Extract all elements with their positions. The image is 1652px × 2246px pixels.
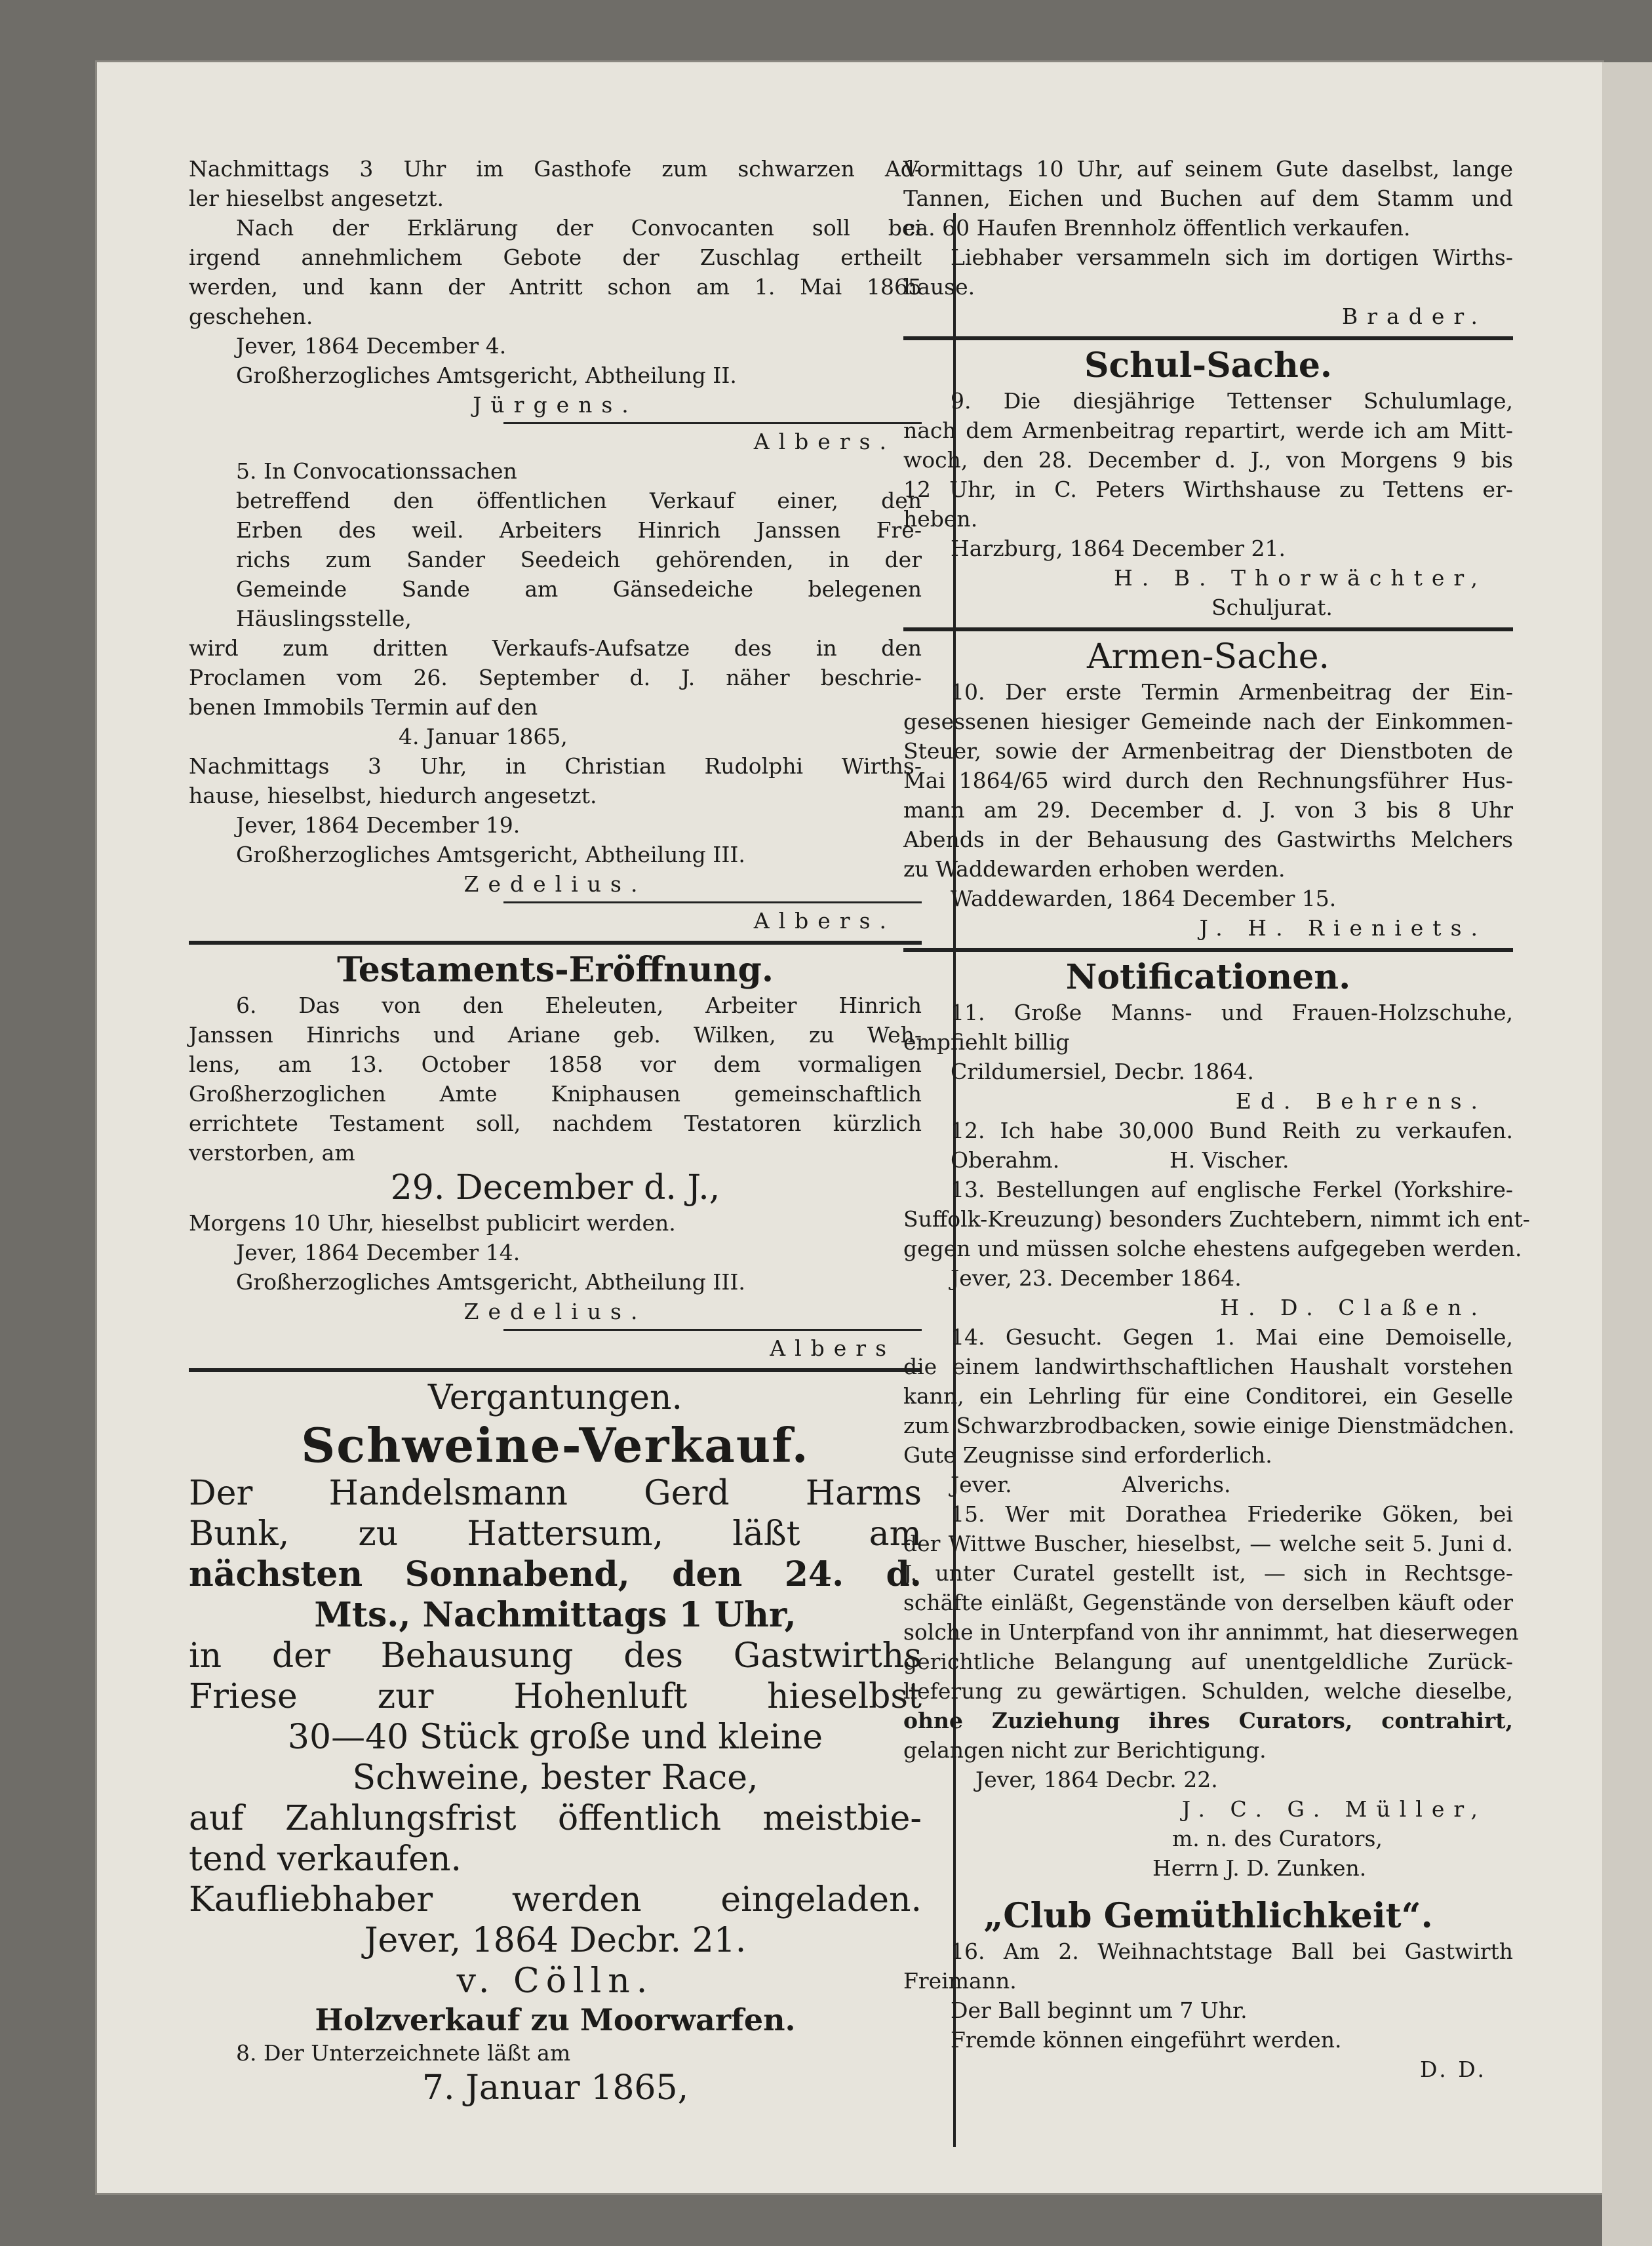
text-line: hause. xyxy=(903,274,975,300)
text-line: woch, den 28. December d. J., von Morgens 9 bis xyxy=(903,447,1513,473)
text-line: benen Immobils Termin auf den xyxy=(189,694,538,720)
signature: H. D. Claßen. xyxy=(1220,1295,1487,1320)
text-line: Gute Zeugnisse sind erforderlich. xyxy=(903,1442,1272,1468)
sale-date: 7. Januar 1865, xyxy=(422,2068,689,2108)
ad-line: Der Handelsmann Gerd Harms xyxy=(189,1474,922,1513)
text-line: 9. Die diesjährige Tettenser Schulumlage, xyxy=(951,388,1513,414)
text-line: hause, hieselbst, hiedurch angesetzt. xyxy=(189,783,597,808)
text-line: gesessenen hiesiger Gemeinde nach der Einkommen- xyxy=(903,709,1513,734)
text-line: lens, am 13. October 1858 vor dem vormaligen xyxy=(189,1052,922,1077)
text-line: zum Schwarzbrodbacken, sowie einige Dienstmädchen. xyxy=(903,1413,1515,1438)
text-line: Abends in der Behausung des Gastwirths Melchers xyxy=(903,827,1513,852)
text-line: Jever, 23. December 1864. xyxy=(951,1265,1242,1291)
text-line: Suffolk-Kreuzung) besonders Zuchtebern, nimmt ich ent- xyxy=(903,1206,1530,1232)
section-rule xyxy=(503,901,922,903)
text-line: 12. Ich habe 30,000 Bund Reith zu verkaufen. xyxy=(951,1118,1513,1143)
text-line: Proclamen vom 26. September d. J. näher beschrie- xyxy=(189,665,922,690)
text-line: Jever, 1864 December 19. xyxy=(236,812,521,838)
text-line: empfiehlt billig xyxy=(903,1029,1070,1055)
section-heading: Holzverkauf zu Moorwarfen. xyxy=(315,2002,796,2038)
signature: Ed. Behrens. xyxy=(1235,1088,1487,1114)
text-line: ca. 60 Haufen Brennholz öffentlich verkaufen. xyxy=(903,215,1411,241)
text-line: betreffend den öffentlichen Verkauf einer, den xyxy=(236,488,922,513)
text-line: Häuslingsstelle, xyxy=(236,606,412,631)
text-line: verstorben, am xyxy=(189,1140,355,1166)
ad-line: Kaufliebhaber werden eingeladen. xyxy=(189,1880,922,1920)
text-line: Jever. Alverichs. xyxy=(951,1472,1231,1497)
text-line: ler hieselbst angesetzt. xyxy=(189,186,444,211)
ad-signature: v. Cölln. xyxy=(456,1961,654,2001)
section-heading: Schul-Sache. xyxy=(1084,345,1333,385)
newspaper-page xyxy=(97,62,1602,2193)
section-heading: Armen-Sache. xyxy=(1086,637,1330,677)
text-line: Morgens 10 Uhr, hieselbst publicirt werden. xyxy=(189,1210,676,1236)
ad-line: in der Behausung des Gastwirths xyxy=(189,1636,922,1676)
section-heading: Notificationen. xyxy=(1065,957,1351,997)
signature: J. C. G. Müller, xyxy=(1181,1796,1487,1822)
text-line: 13. Bestellungen auf englische Ferkel (Yorkshire- xyxy=(951,1177,1513,1202)
signature: Zedelius. xyxy=(463,871,647,897)
section-heading: „Club Gemüthlichkeit“. xyxy=(983,1896,1433,1936)
ad-line: tend verkaufen. xyxy=(189,1840,462,1879)
ad-line: 30—40 Stück große und kleine xyxy=(287,1718,823,1757)
text-line: Nachmittags 3 Uhr im Gasthofe zum schwarzen Ad- xyxy=(189,156,922,182)
signature: Brader. xyxy=(1342,304,1487,329)
text-line: errichtete Testament soll, nachdem Testatoren kürzlich xyxy=(189,1111,922,1136)
text-line: schäfte einläßt, Gegenstände von derselben käuft oder xyxy=(903,1590,1513,1615)
text-line: 12 Uhr, in C. Peters Wirthshause zu Tettens er- xyxy=(903,477,1513,502)
text-line: J. unter Curatel gestellt ist, — sich in Rechtsge- xyxy=(903,1560,1513,1586)
text-line: richs zum Sander Seedeich gehörenden, in der xyxy=(236,547,922,572)
ad-line: Jever, 1864 Decbr. 21. xyxy=(364,1921,747,1960)
text-line: Großherzogliches Amtsgericht, Abtheilung II. xyxy=(236,363,737,388)
ad-line: nächsten Sonnabend, den 24. d. xyxy=(189,1554,922,1594)
ad-line: auf Zahlungsfrist öffentlich meistbie- xyxy=(189,1799,922,1838)
text-line: Vormittags 10 Uhr, auf seinem Gute daselbst, lange xyxy=(903,156,1513,182)
ad-headline: Schweine-Verkauf. xyxy=(301,1417,810,1473)
text-line: zu Waddewarden erhoben werden. xyxy=(903,856,1286,882)
text-line: 6. Das von den Eheleuten, Arbeiter Hinrich xyxy=(236,993,922,1018)
text-line: 11. Große Manns- und Frauen-Holzschuhe, xyxy=(951,1000,1513,1025)
text-line: Großherzogliches Amtsgericht, Abtheilung III. xyxy=(236,842,745,867)
text-line: solche in Unterpfand von ihr annimmt, hat dieserwegen xyxy=(903,1619,1519,1645)
text-line: Waddewarden, 1864 December 15. xyxy=(951,886,1337,911)
text-line: der Wittwe Buscher, hieselbst, — welche seit 5. Juni d. xyxy=(903,1531,1513,1556)
text-line: Gemeinde Sande am Gänsedeiche belegenen xyxy=(236,576,922,602)
text-line: Liebhaber versammeln sich im dortigen Wirths- xyxy=(951,245,1513,270)
section-heading: Testaments-Eröffnung. xyxy=(337,950,774,990)
ad-line: Friese zur Hohenluft hieselbst xyxy=(189,1677,922,1716)
text-line: heben. xyxy=(903,506,978,532)
text-line: Janssen Hinrichs und Ariane geb. Wilken, zu Weh- xyxy=(189,1022,922,1048)
section-rule xyxy=(903,336,1513,340)
text-line: 14. Gesucht. Gegen 1. Mai eine Demoiselle, xyxy=(951,1324,1513,1350)
ad-line: Mts., Nachmittags 1 Uhr, xyxy=(314,1595,796,1635)
left-column xyxy=(189,154,922,2108)
signature: Jürgens. xyxy=(473,392,638,418)
section-rule xyxy=(903,948,1513,952)
signature: J. H. Rieniets. xyxy=(1199,915,1487,941)
text-line: gelangen nicht zur Berichtigung. xyxy=(903,1737,1267,1763)
section-rule xyxy=(189,941,922,945)
text-line: Mai 1864/65 wird durch den Rechnungsführer Hus- xyxy=(903,768,1513,793)
text-line: Jever, 1864 December 14. xyxy=(236,1240,521,1265)
section-rule xyxy=(189,1368,922,1372)
text-line: Oberahm. H. Vischer. xyxy=(951,1147,1289,1173)
signature: Albers. xyxy=(753,429,895,454)
signature-title: m. n. des Curators, xyxy=(1172,1826,1383,1851)
text-line: die einem landwirthschaftlichen Haushalt vorstehen xyxy=(903,1354,1513,1379)
text-line: Großherzoglichen Amte Kniphausen gemeinschaftlich xyxy=(189,1081,922,1107)
right-column xyxy=(903,154,1530,2084)
text-line: 15. Wer mit Dorathea Friederike Göken, bei xyxy=(951,1501,1513,1527)
text-line: nach dem Armenbeitrag repartirt, werde ich am Mitt- xyxy=(903,418,1513,443)
signature: Albers. xyxy=(753,908,895,934)
text-line: Erben des weil. Arbeiters Hinrich Janssen Fre- xyxy=(236,517,922,543)
text-line: Tannen, Eichen und Buchen auf dem Stamm und xyxy=(903,186,1513,211)
signature: Albers xyxy=(770,1335,895,1361)
adjacent-page-edge xyxy=(1602,62,1652,2246)
text-line: Steuer, sowie der Armenbeitrag der Dienstboten de xyxy=(903,738,1513,764)
text-line: geschehen. xyxy=(189,304,313,329)
text-line: ohne Zuziehung ihres Curators, contrahirt, xyxy=(903,1708,1513,1733)
text-line: 4. Januar 1865, xyxy=(399,724,568,749)
text-line: Großherzogliches Amtsgericht, Abtheilung III. xyxy=(236,1269,745,1295)
text-line: 16. Am 2. Weihnachtstage Ball bei Gastwirth xyxy=(951,1939,1513,1964)
text-line: Fremde können eingeführt werden. xyxy=(951,2027,1342,2053)
text-line: irgend annehmlichem Gebote der Zuschlag ertheilt xyxy=(189,245,922,270)
text-line: Nach der Erklärung der Convocanten soll bei xyxy=(236,215,922,241)
text-line: gegen und müssen solche ehestens aufgegeben werden. xyxy=(903,1236,1522,1261)
text-line: Jever, 1864 Decbr. 22. xyxy=(975,1767,1218,1792)
text-line: Freimann. xyxy=(903,1968,1017,1994)
ad-line: Bunk, zu Hattersum, läßt am xyxy=(189,1514,922,1554)
signature: D. D. xyxy=(1419,2057,1487,2082)
section-rule xyxy=(503,422,922,424)
text-line: Nachmittags 3 Uhr, in Christian Rudolphi Wirths- xyxy=(189,753,922,779)
publication-date: 29. December d. J., xyxy=(390,1168,720,1208)
text-line: werden, und kann der Antritt schon am 1. Mai 1865 xyxy=(189,274,922,300)
section-rule xyxy=(903,627,1513,631)
signature-title: Schuljurat. xyxy=(1211,595,1333,620)
text-line: mann am 29. December d. J. von 3 bis 8 Uhr xyxy=(903,797,1513,823)
text-line: kann, ein Lehrling für eine Conditorei, ein Geselle xyxy=(903,1383,1513,1409)
text-line: Der Ball beginnt um 7 Uhr. xyxy=(951,1998,1248,2023)
text-line: wird zum dritten Verkaufs-Aufsatze des in den xyxy=(189,635,922,661)
text-line: lieferung zu gewärtigen. Schulden, welche dieselbe, xyxy=(903,1678,1513,1704)
text-line: gerichtliche Belangung auf unentgeldliche Zurück- xyxy=(903,1649,1513,1674)
signature-title: Herrn J. D. Zunken. xyxy=(1152,1855,1367,1881)
text-line: Harzburg, 1864 December 21. xyxy=(951,536,1286,561)
text-line: 5. In Convocationssachen xyxy=(236,458,517,484)
signature: Zedelius. xyxy=(463,1299,647,1324)
text-line: 8. Der Unterzeichnete läßt am xyxy=(236,2040,571,2066)
ad-line: Schweine, bester Race, xyxy=(352,1758,758,1798)
text-line: 10. Der erste Termin Armenbeitrag der Ein- xyxy=(951,679,1513,705)
section-rule xyxy=(503,1329,922,1331)
signature: H. B. Thorwächter, xyxy=(1114,565,1487,591)
section-heading: Vergantungen. xyxy=(427,1378,683,1417)
text-line: Crildumersiel, Decbr. 1864. xyxy=(951,1059,1254,1084)
text-line: Jever, 1864 December 4. xyxy=(236,333,507,359)
